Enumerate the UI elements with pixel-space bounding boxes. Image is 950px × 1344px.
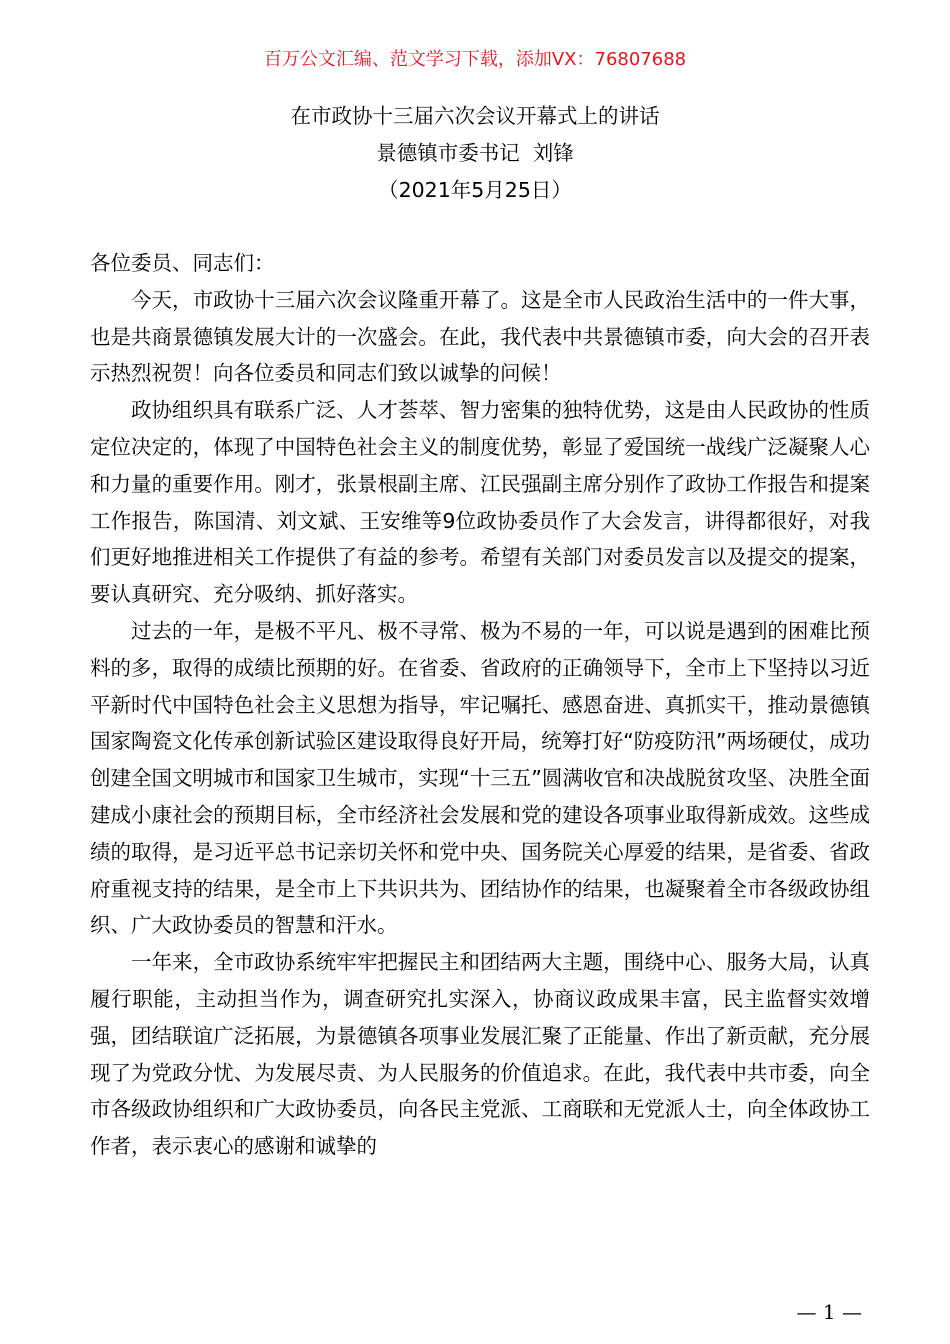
- speech-title: 在市政协十三届六次会议开幕式上的讲话: [290, 104, 660, 128]
- speech-body: [90, 245, 870, 1165]
- paragraph: 一年来，全市政协系统牢牢把握民主和团结两大主题，围绕中心、服务大局，认真履行职能，主动担当作为，调查研究扎实深入，协商议政成果丰富，民主监督实效增强，团结联谊广泛拓展，为景德镇各项事业发展汇聚了正能量、作出了新贡献，充分展现了为党政分忧、为发展尽责、为人民服务的价值追求。在此，我代表中共市委，向全市各级政协组织和广大政协委员，向各民主党派、工商联和无党派人士，向全体政协工作者，表示衷心的感谢和诚挚的: [90, 950, 870, 1159]
- speaker-line: 景德镇市委书记 刘锋: [376, 141, 574, 165]
- page-number: — 1 —: [796, 1300, 862, 1324]
- paragraph: 今天，市政协十三届六次会议隆重开幕了。这是全市人民政治生活中的一件大事，也是共商景德镇发展大计的一次盛会。在此，我代表中共景德镇市委，向大会的召开表示热烈祝贺！向各位委员和同志们致以诚挚的问候！: [90, 287, 870, 386]
- paragraph: 政协组织具有联系广泛、人才荟萃、智力密集的独特优势，这是由人民政协的性质定位决定的，体现了中国特色社会主义的制度优势，彰显了爱国统一战线广泛凝聚人心和力量的重要作用。刚才，张景根副主席、江民强副主席分别作了政协工作报告和提案工作报告，陈国清、刘文斌、王安维等9位政协委员作了大会发言，讲得都很好，对我们更好地推进相关工作提供了有益的参考。希望有关部门对委员发言以及提交的提案，要认真研究、充分吸纳、抓好落实。: [90, 398, 870, 607]
- title-block: [0, 98, 950, 209]
- paragraph: 过去的一年，是极不平凡、极不寻常、极为不易的一年，可以说是遇到的困难比预料的多，取得的成绩比预期的好。在省委、省政府的正确领导下，全市上下坚持以习近平新时代中国特色社会主义思想为指导，牢记嘱托、感恩奋进、真抓实干，推动景德镇国家陶瓷文化传承创新试验区建设取得良好开局，统筹打好“防疫防汛”两场硬仗，成功创建全国文明城市和国家卫生城市，实现“十三五”圆满收官和决战脱贫攻坚、决胜全面建成小康社会的预期目标，全市经济社会发展和党的建设各项事业取得新成效。这些成绩的取得，是习近平总书记亲切关怀和党中央、国务院关心厚爱的结果，是省委、省政府重视支持的结果，是全市上下共识共为、团结协作的结果，也凝聚着全市各级政协组织、广大政协委员的智慧和汗水。: [90, 618, 870, 938]
- speech-date: （2021年5月25日）: [378, 178, 572, 202]
- salutation: 各位委员、同志们：: [90, 251, 275, 275]
- download-banner: 百万公文汇编、范文学习下载，添加VX：76807688: [263, 49, 687, 70]
